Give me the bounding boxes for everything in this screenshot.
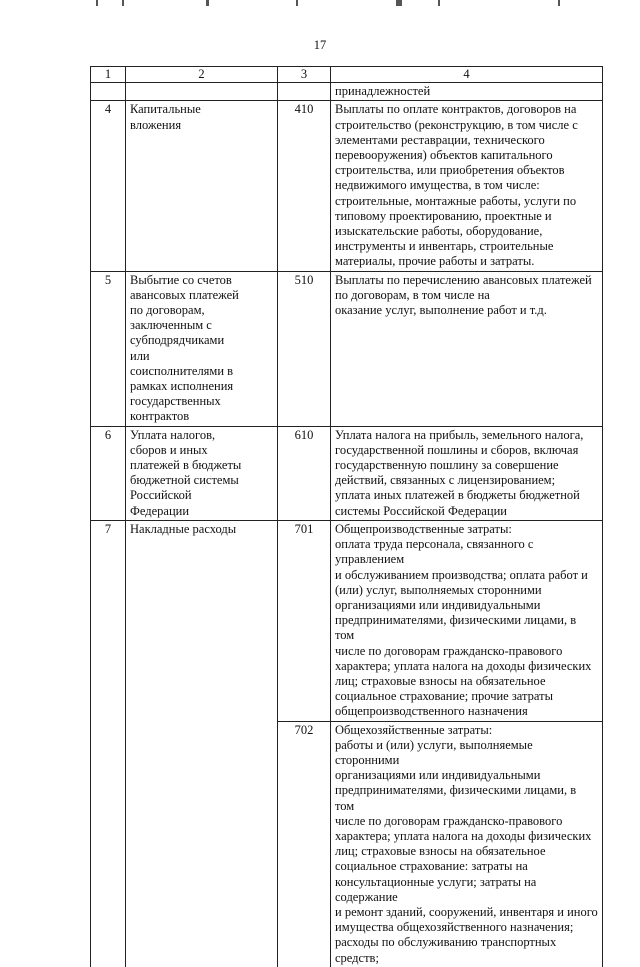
header-cell-1: 1	[91, 67, 126, 83]
row-code: 610	[278, 426, 331, 520]
row-code: 410	[278, 101, 331, 271]
continuation-text: принадлежностей	[331, 83, 603, 101]
row-number: 6	[91, 426, 126, 520]
cell-empty	[278, 83, 331, 101]
row-name: Уплата налогов, сборов и иных платежей в бюджеты бюджетной системы Российской Федерации	[126, 426, 278, 520]
row-description: Общехозяйственные затраты: работы и (или) услуги, выполняемые сторонними организациями или индивидуальными предпринимателями, физическими лицами, в том числе по договорам гражданско-правового характера; уплата налога на доходы физических лиц; страховые взносы на обязательное социальное страхование: затраты на консультационные услуги; затраты на содержание и ремонт зданий, сооружений, инвентаря и иного имущества общехозяйственного назначения; расходы по обслуживанию транспортных средств;	[331, 721, 603, 967]
expense-codes-table	[90, 66, 603, 967]
row-code: 510	[278, 271, 331, 426]
cell-empty	[91, 83, 126, 101]
table-row-6	[91, 426, 603, 520]
row-number: 7	[91, 520, 126, 966]
row-code: 701	[278, 520, 331, 721]
header-cell-2: 2	[126, 67, 278, 83]
row-number: 5	[91, 271, 126, 426]
row-description: Выплаты по оплате контрактов, договоров на строительство (реконструкцию, в том числе с элементами реставрации, технического перевооружения) объектов капитального строительства, или приобретения объектов недвижимого имущества, в том числе: строительные, монтажные работы, услуги по типовому проектированию, проектные и изыскательские работы, оборудование, инструменты и инвентарь, строительные материалы, прочие работы и затраты.	[331, 101, 603, 271]
table-row-4	[91, 101, 603, 271]
table-header-row	[91, 67, 603, 83]
row-name: Накладные расходы	[126, 520, 278, 966]
row-name: Капитальные вложения	[126, 101, 278, 271]
table-row-5	[91, 271, 603, 426]
row-description: Выплаты по перечислению авансовых платежей по договорам, в том числе на оказание услуг, выполнение работ и т.д.	[331, 271, 603, 426]
header-cell-4: 4	[331, 67, 603, 83]
cell-empty	[126, 83, 278, 101]
row-description: Уплата налога на прибыль, земельного налога, государственной пошлины и сборов, включая государственную пошлину за совершение действий, связанных с лицензированием; уплата иных платежей в бюджеты бюджетной системы Российской Федерации	[331, 426, 603, 520]
row-name: Выбытие со счетов авансовых платежей по договорам, заключенным с субподрядчиками или соисполнителями в рамках исполнения государственных контрактов	[126, 271, 278, 426]
scan-header-artifact	[96, 0, 566, 7]
table-row-7	[91, 520, 603, 721]
header-cell-3: 3	[278, 67, 331, 83]
continuation-row	[91, 83, 603, 101]
row-code: 702	[278, 721, 331, 967]
page-number: 17	[313, 38, 327, 52]
row-description: Общепроизводственные затраты: оплата труда персонала, связанного с управлением и обслуживанием производства; оплата работ и (или) услуг, выполняемых сторонними организациями или индивидуальными предпринимателями, физическими лицами, в том числе по договорам гражданско-правового характера; уплата налога на доходы физических лиц; страховые взносы на обязательное социальное страхование; прочие затраты общепроизводственного назначения	[331, 520, 603, 721]
row-number: 4	[91, 101, 126, 271]
